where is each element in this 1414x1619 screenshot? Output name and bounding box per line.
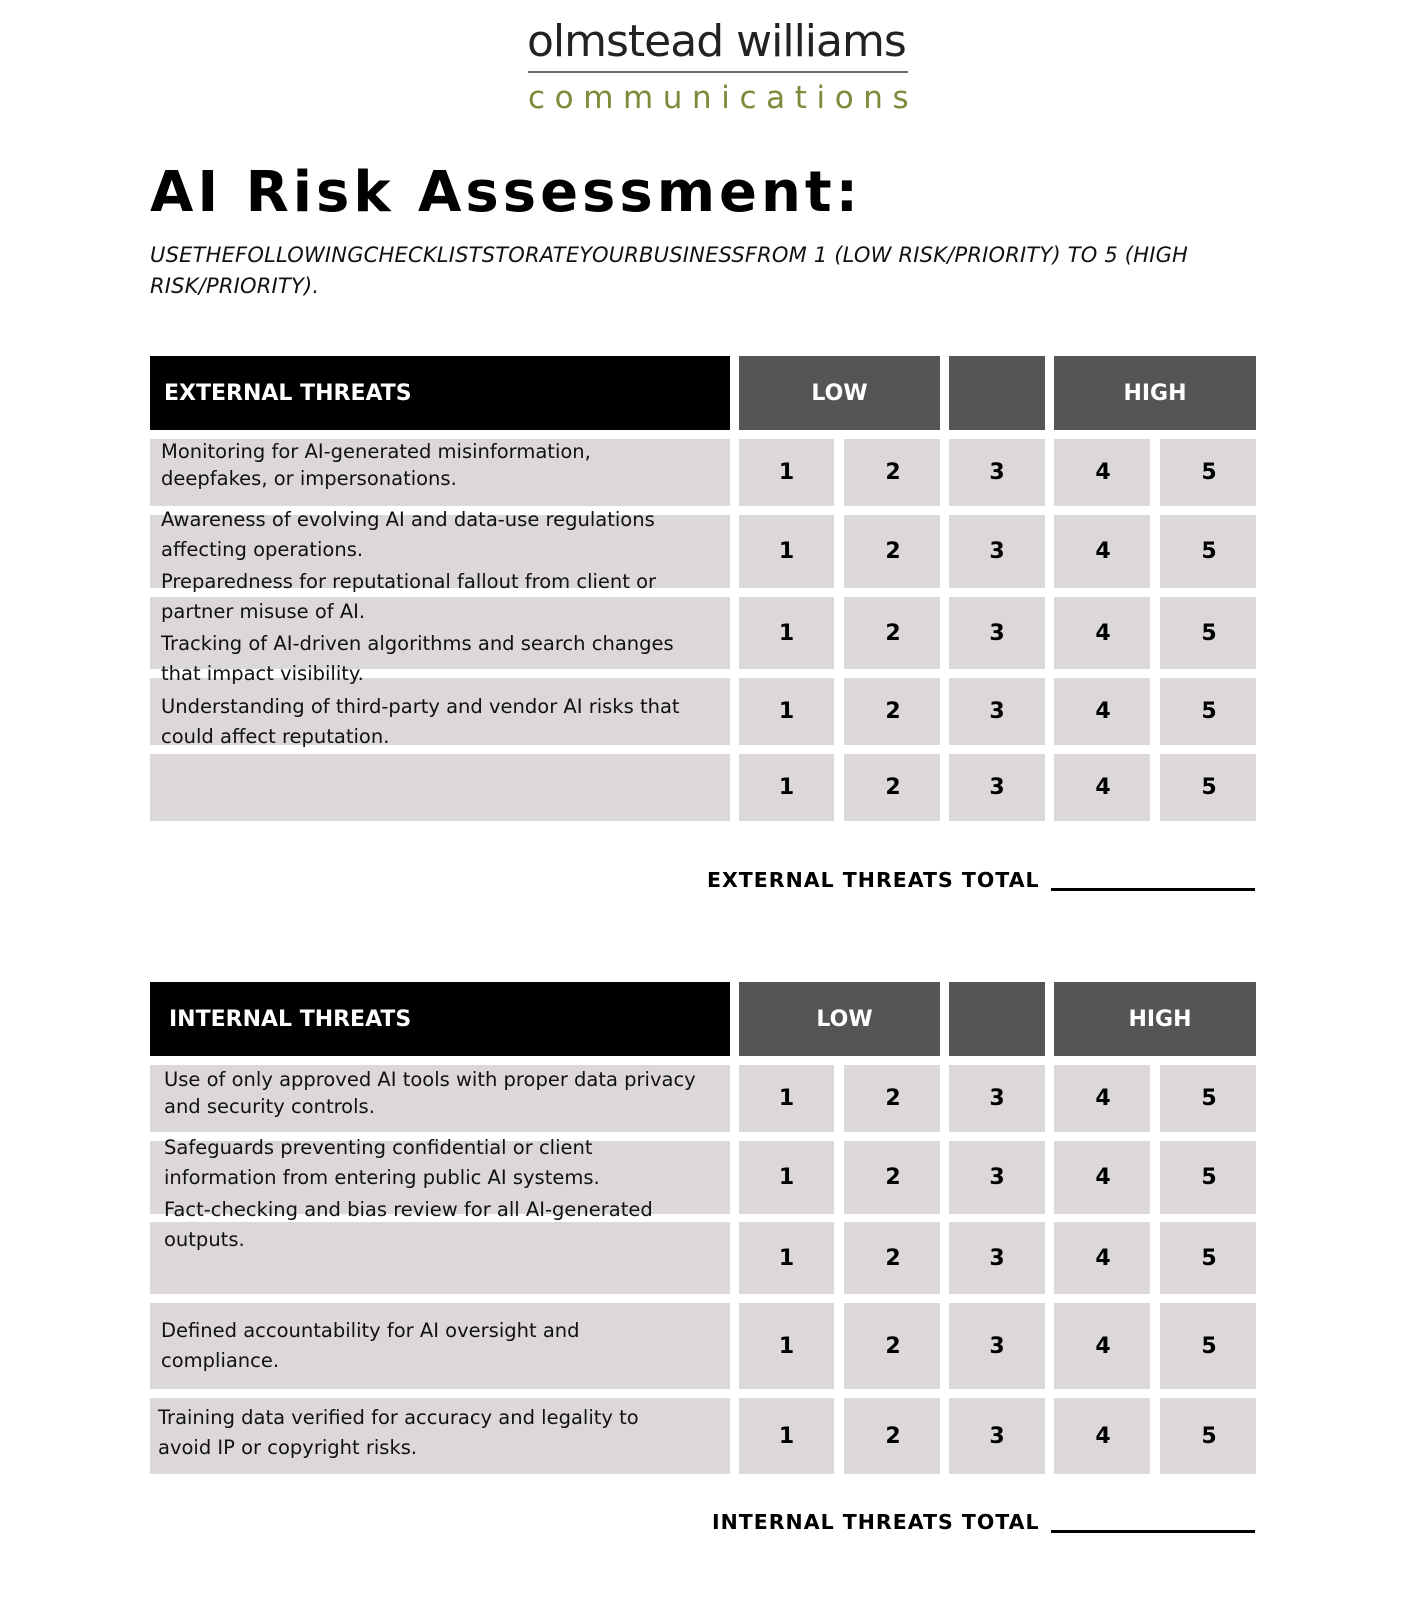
company-logo-tagline: communications [528,80,919,116]
threat-item-text: Tracking of AI-driven algorithms and search changes that impact visibility. [161,632,674,685]
threat-item-text: Preparedness for reputational fallout from client or partner misuse of AI. [161,570,657,623]
page-title: AI Risk Assessment: [150,160,863,225]
rating-option-3[interactable]: 3 [949,597,1045,669]
rating-option-2[interactable]: 2 [844,1141,940,1214]
rating-option-5[interactable]: 5 [1160,515,1256,588]
scale-high-header: HIGH [1054,982,1256,1056]
scale-high-header: HIGH [1054,356,1256,430]
rating-option-3[interactable]: 3 [949,678,1045,745]
rating-option-5[interactable]: 5 [1160,1398,1256,1474]
rating-option-2[interactable]: 2 [844,678,940,745]
rating-option-3[interactable]: 3 [949,1065,1045,1132]
rating-option-1[interactable]: 1 [739,515,834,588]
rating-option-1[interactable]: 1 [739,1065,834,1132]
external-threats-total-label: EXTERNAL THREATS TOTAL [707,868,1040,892]
rating-option-4[interactable]: 4 [1054,1222,1150,1294]
rating-option-4[interactable]: 4 [1054,597,1150,669]
rating-option-3[interactable]: 3 [949,439,1045,506]
rating-option-5[interactable]: 5 [1160,1222,1256,1294]
threat-item-text: Awareness of evolving AI and data-use regulations affecting operations. [161,508,655,561]
threat-item-text: Safeguards preventing confidential or client information from entering public AI systems. [164,1136,600,1189]
rating-option-2[interactable]: 2 [844,1398,940,1474]
rating-option-5[interactable]: 5 [1160,678,1256,745]
rating-option-4[interactable]: 4 [1054,678,1150,745]
scale-mid-header [949,356,1045,430]
external-threats-total-field[interactable] [1051,888,1255,891]
threat-item-text: Defined accountability for AI oversight and compliance. [161,1319,580,1372]
rating-option-3[interactable]: 3 [949,1398,1045,1474]
rating-option-1[interactable]: 1 [739,1222,834,1294]
rating-option-1[interactable]: 1 [739,597,834,669]
scale-mid-header [949,982,1045,1056]
threat-item-text: Understanding of third-party and vendor AI risks that could affect reputation. [161,695,680,748]
rating-option-5[interactable]: 5 [1160,1303,1256,1389]
rating-option-4[interactable]: 4 [1054,515,1150,588]
rating-option-3[interactable]: 3 [949,1222,1045,1294]
scale-low-header: LOW [739,356,940,430]
rating-option-2[interactable]: 2 [844,515,940,588]
rating-option-2[interactable]: 2 [844,439,940,506]
rating-option-5[interactable]: 5 [1160,1141,1256,1214]
rating-option-4[interactable]: 4 [1054,439,1150,506]
rating-option-3[interactable]: 3 [949,754,1045,821]
rating-option-2[interactable]: 2 [844,1065,940,1132]
rating-option-1[interactable]: 1 [739,754,834,821]
rating-option-5[interactable]: 5 [1160,597,1256,669]
rating-option-1[interactable]: 1 [739,678,834,745]
company-logo-name: olmstead williams [527,16,906,67]
threat-row-description-cell [150,754,730,821]
rating-option-1[interactable]: 1 [739,1398,834,1474]
internal-threats-header: INTERNAL THREATS [150,982,730,1056]
logo-divider [528,71,908,73]
rating-option-2[interactable]: 2 [844,597,940,669]
rating-option-1[interactable]: 1 [739,1141,834,1214]
rating-option-2[interactable]: 2 [844,1222,940,1294]
threat-item-text: Monitoring for AI-generated misinformation, deepfakes, or impersonations. [161,440,591,490]
rating-option-3[interactable]: 3 [949,1303,1045,1389]
internal-threats-total-field[interactable] [1051,1530,1255,1533]
threat-item-text: Fact-checking and bias review for all AI-generated outputs. [164,1198,653,1251]
rating-option-4[interactable]: 4 [1054,1303,1150,1389]
threat-item-text: Training data verified for accuracy and legality to avoid IP or copyright risks. [158,1406,639,1459]
threat-item-text: Use of only approved AI tools with proper data privacy and security controls. [164,1068,696,1118]
rating-option-1[interactable]: 1 [739,439,834,506]
external-threats-header: EXTERNAL THREATS [150,356,730,430]
rating-option-4[interactable]: 4 [1054,1141,1150,1214]
rating-option-3[interactable]: 3 [949,515,1045,588]
rating-option-4[interactable]: 4 [1054,1398,1150,1474]
internal-threats-total-label: INTERNAL THREATS TOTAL [712,1510,1040,1534]
rating-option-4[interactable]: 4 [1054,754,1150,821]
instructions-text: USETHEFOLLOWINGCHECKLISTSTORATEYOURBUSINESSFROM 1 (LOW RISK/PRIORITY) TO 5 (HIGH RISK/PRIORITY). [150,243,1189,298]
rating-option-5[interactable]: 5 [1160,754,1256,821]
scale-low-header: LOW [739,982,940,1056]
rating-option-2[interactable]: 2 [844,754,940,821]
rating-option-2[interactable]: 2 [844,1303,940,1389]
rating-option-3[interactable]: 3 [949,1141,1045,1214]
rating-option-5[interactable]: 5 [1160,439,1256,506]
rating-option-5[interactable]: 5 [1160,1065,1256,1132]
rating-option-1[interactable]: 1 [739,1303,834,1389]
rating-option-4[interactable]: 4 [1054,1065,1150,1132]
